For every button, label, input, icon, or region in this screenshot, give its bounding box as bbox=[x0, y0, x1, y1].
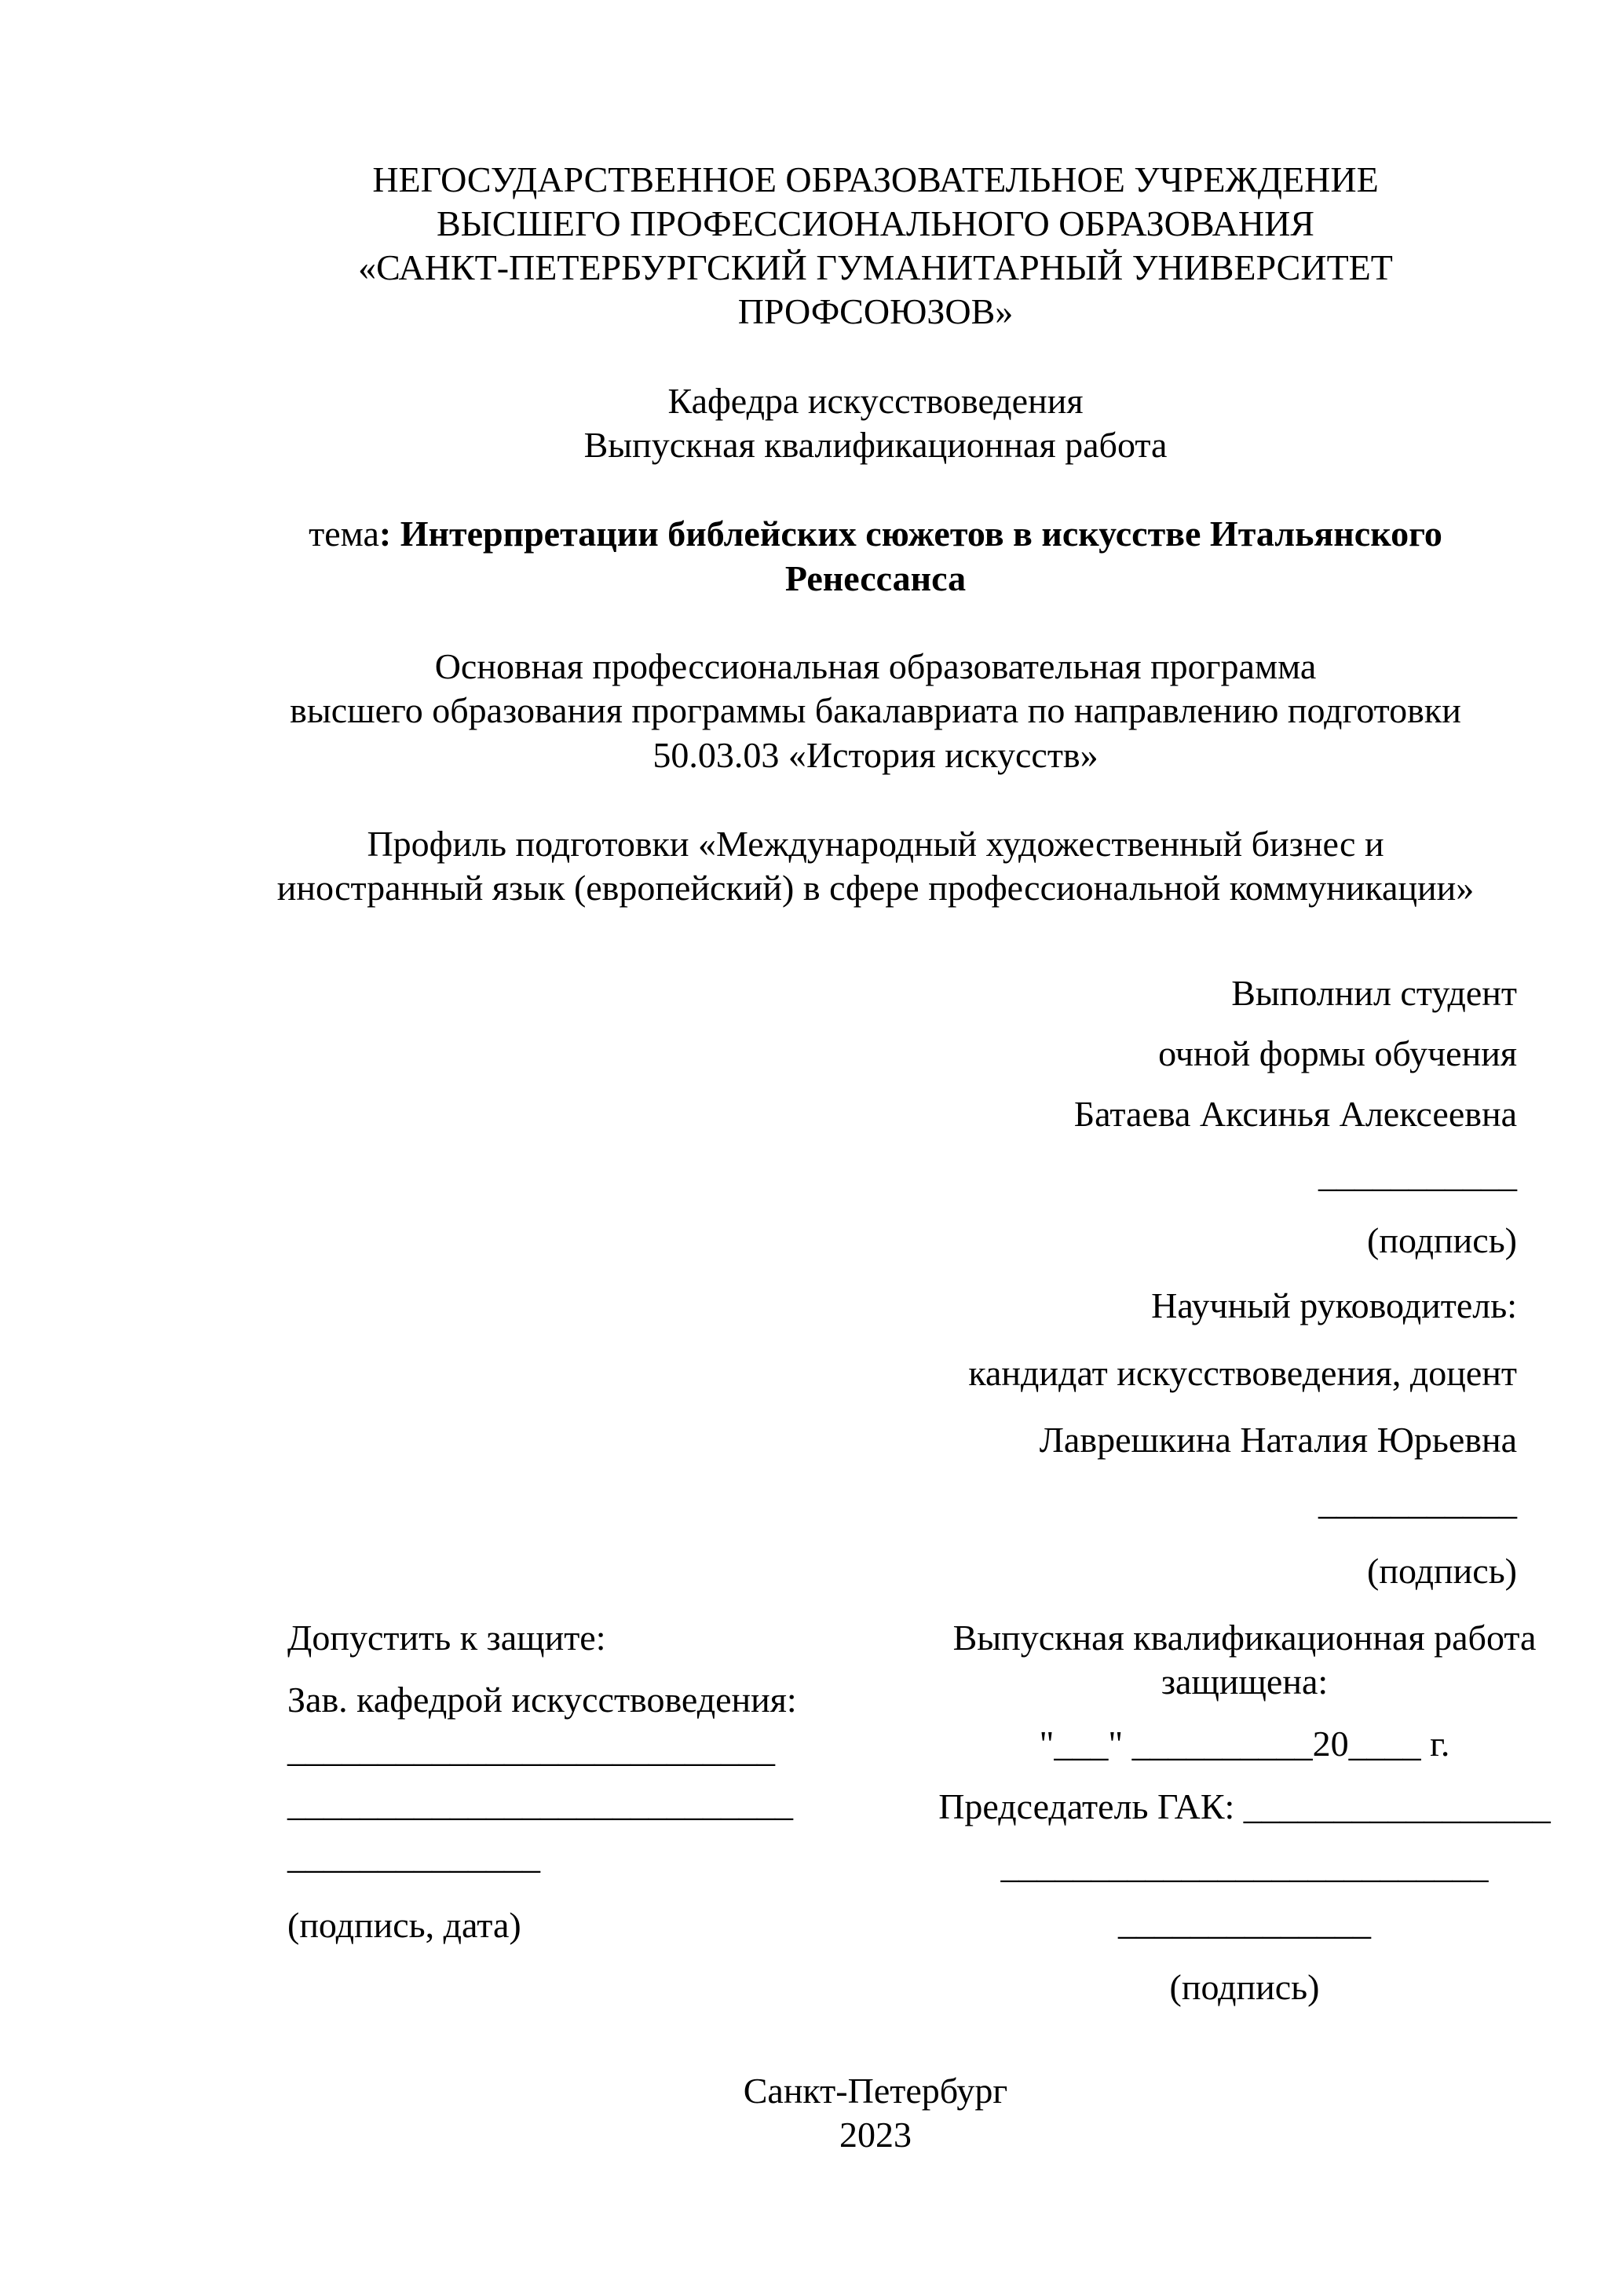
institution-line: ВЫСШЕГО ПРОФЕССИОНАЛЬНОГО ОБРАЗОВАНИЯ bbox=[437, 203, 1314, 243]
institution-line: ПРОФСОЮЗОВ» bbox=[737, 291, 1014, 331]
institution-line: НЕГОСУДАРСТВЕННОЕ ОБРАЗОВАТЕЛЬНОЕ УЧРЕЖДЕНИЕ bbox=[372, 159, 1379, 199]
supervisor-degree: кандидат искусствоведения, доцент bbox=[968, 1353, 1517, 1393]
supervisor-signature-line: ___________ bbox=[1318, 1482, 1517, 1522]
year: 2023 bbox=[839, 2115, 912, 2155]
student-signature-label: (подпись) bbox=[1367, 1220, 1517, 1260]
admission-line: ____________________________ bbox=[287, 1783, 793, 1823]
topic-prefix: тема bbox=[309, 514, 379, 554]
institution-line: «САНКТ-ПЕТЕРБУРГСКИЙ ГУМАНИТАРНЫЙ УНИВЕРСИТЕТ bbox=[358, 247, 1393, 287]
topic-title-cont: Ренессанса bbox=[784, 558, 967, 598]
topic-title: : Интерпретации библейских сюжетов в искусстве Итальянского bbox=[378, 514, 1442, 554]
profile-line: иностранный язык (европейский) в сфере профессиональной коммуникации» bbox=[276, 868, 1475, 908]
defense-line: ______________ bbox=[1118, 1902, 1371, 1942]
student-name: Батаева Аксинья Алексеевна bbox=[1073, 1094, 1517, 1134]
city: Санкт-Петербург bbox=[743, 2071, 1008, 2111]
profile-line: Профиль подготовки «Международный художественный бизнес и bbox=[367, 824, 1384, 864]
student-label: Выполнил студент bbox=[1231, 973, 1517, 1013]
supervisor-name: Лаврешкина Наталия Юрьевна bbox=[1039, 1420, 1517, 1460]
admission-signature-label: (подпись, дата) bbox=[287, 1905, 521, 1945]
defense-date: "___" __________20____ г. bbox=[1039, 1724, 1450, 1764]
admission-head: Зав. кафедрой искусствоведения: bbox=[287, 1680, 797, 1720]
supervisor-label: Научный руководитель: bbox=[1151, 1285, 1517, 1325]
department: Кафедра искусствоведения bbox=[667, 381, 1084, 421]
supervisor-signature-label: (подпись) bbox=[1367, 1551, 1517, 1591]
student-signature-line: ___________ bbox=[1318, 1154, 1517, 1194]
admission-line: ___________________________ bbox=[287, 1729, 775, 1769]
defense-line: ___________________________ bbox=[1000, 1845, 1489, 1885]
program-line: 50.03.03 «История искусств» bbox=[652, 735, 1098, 775]
topic bbox=[157, 512, 1594, 556]
program-line: Основная профессиональная образовательная программа bbox=[434, 646, 1317, 686]
admission-label: Допустить к защите: bbox=[287, 1618, 606, 1658]
program-line: высшего образования программы бакалавриата по направлению подготовки bbox=[290, 690, 1461, 730]
defense-line: защищена: bbox=[1161, 1662, 1329, 1702]
work-type: Выпускная квалификационная работа bbox=[583, 425, 1168, 465]
admission-line: ______________ bbox=[287, 1836, 540, 1876]
defense-line: Выпускная квалификационная работа bbox=[952, 1618, 1537, 1658]
defense-signature-label: (подпись) bbox=[1169, 1967, 1320, 2007]
defense-chair: Председатель ГАК: _________________ bbox=[938, 1786, 1551, 1826]
student-form: очной формы обучения bbox=[1158, 1033, 1517, 1073]
topic-title-line2 bbox=[157, 557, 1594, 601]
